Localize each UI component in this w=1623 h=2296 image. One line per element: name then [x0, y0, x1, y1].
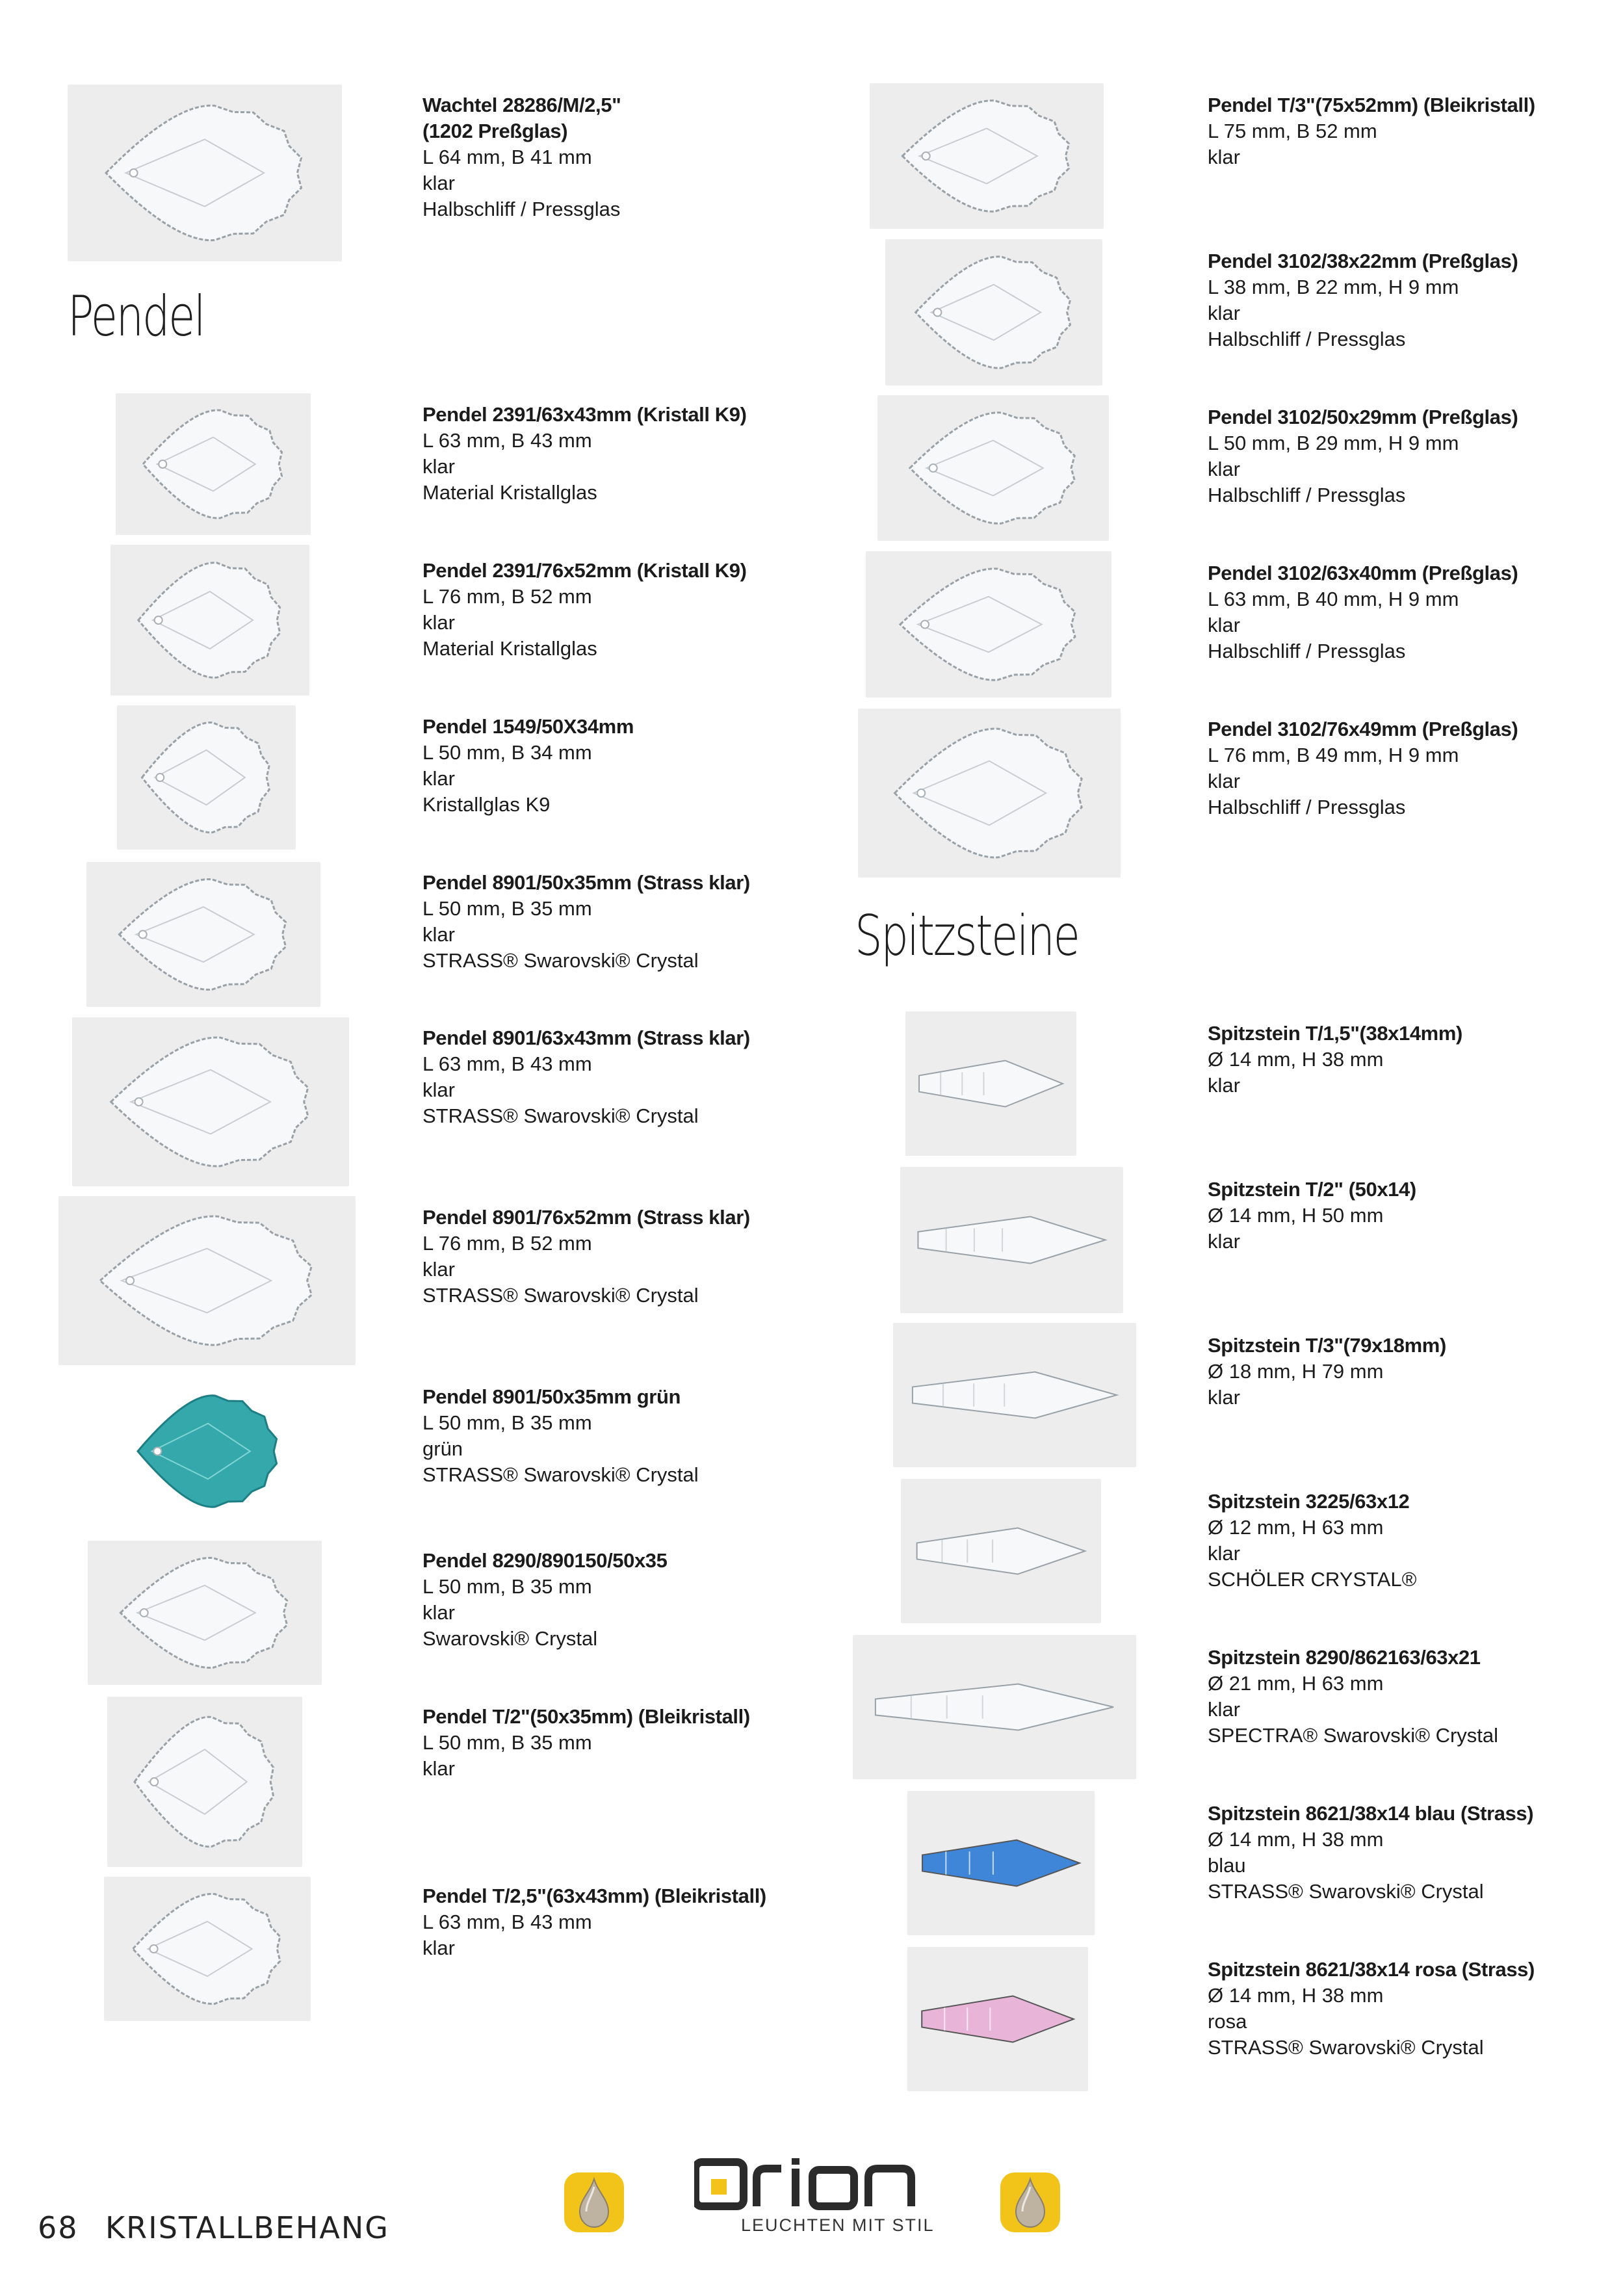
product-dimensions: L 50 mm, B 35 mm	[422, 897, 592, 920]
product-material: STRASS® Swarovski® Crystal	[422, 949, 699, 972]
section-title: KRISTALLBEHANG	[105, 2210, 389, 2245]
product-color: rosa	[1208, 2010, 1247, 2033]
product-description	[1208, 248, 1518, 352]
product-title: Pendel 2391/76x52mm (Kristall K9)	[422, 559, 747, 582]
product-title: Pendel 1549/50X34mm	[422, 715, 634, 738]
product-dimensions: L 50 mm, B 35 mm	[422, 1575, 592, 1598]
page-number: 68	[38, 2210, 79, 2245]
product-image	[110, 1378, 305, 1524]
product-title: Pendel T/2"(50x35mm) (Bleikristall)	[422, 1705, 750, 1728]
product-description	[1208, 1801, 1533, 1905]
product-dimensions: Ø 14 mm, H 38 mm	[1208, 1048, 1384, 1071]
product-title: Pendel 3102/76x49mm (Preßglas)	[1208, 718, 1518, 740]
product-color: klar	[422, 611, 455, 634]
product-title: Spitzstein 8621/38x14 blau (Strass)	[1208, 1802, 1534, 1825]
product-title: Pendel 3102/38x22mm (Preßglas)	[1208, 250, 1518, 272]
product-image	[901, 1479, 1101, 1623]
product-material: Material Kristallglas	[422, 481, 597, 504]
product-image	[877, 395, 1109, 541]
product-dimensions: Ø 12 mm, H 63 mm	[1208, 1516, 1384, 1539]
product-image	[86, 862, 320, 1007]
product-image	[900, 1167, 1123, 1313]
brand-name	[694, 2158, 695, 2159]
brand-logo	[694, 2158, 935, 2243]
brand-slogan: LEUCHTEN MIT STIL	[741, 2215, 935, 2235]
product-title: Pendel 8901/50x35mm grün	[422, 1385, 681, 1408]
product-description	[1208, 560, 1518, 664]
product-title: Spitzstein T/1,5"(38x14mm)	[1208, 1022, 1462, 1045]
product-color: klar	[1208, 458, 1240, 480]
product-material: SPECTRA® Swarovski® Crystal	[1208, 1724, 1499, 1747]
product-color: klar	[422, 1258, 455, 1281]
product-color: klar	[422, 767, 455, 790]
product-material: Halbschliff / Pressglas	[1208, 484, 1406, 506]
product-material: Halbschliff / Pressglas	[1208, 640, 1406, 662]
product-description	[422, 558, 747, 662]
product-color: klar	[1208, 770, 1240, 792]
product-title: Wachtel 28286/M/2,5"	[422, 94, 621, 116]
product-dimensions: L 50 mm, B 35 mm	[422, 1731, 592, 1754]
product-title: Spitzstein T/3"(79x18mm)	[1208, 1334, 1446, 1357]
product-title: Spitzstein 8290/862163/63x21	[1208, 1646, 1481, 1669]
product-image	[107, 1697, 302, 1867]
product-color: klar	[422, 172, 455, 194]
product-description	[422, 1883, 766, 1961]
product-description	[422, 92, 621, 222]
product-material: STRASS® Swarovski® Crystal	[1208, 1880, 1484, 1903]
product-material: STRASS® Swarovski® Crystal	[422, 1104, 699, 1127]
product-description	[422, 1704, 750, 1782]
product-description	[1208, 92, 1535, 170]
product-image	[870, 83, 1104, 229]
orion-logo-icon	[694, 2158, 928, 2210]
product-image	[866, 551, 1111, 698]
product-image	[117, 705, 296, 850]
product-dimensions: L 63 mm, B 40 mm, H 9 mm	[1208, 588, 1459, 610]
product-material: Swarovski® Crystal	[422, 1627, 598, 1650]
product-description	[1208, 1489, 1416, 1593]
product-title: Pendel 3102/50x29mm (Preßglas)	[1208, 406, 1518, 428]
product-color: klar	[422, 1937, 455, 1959]
product-dimensions: Ø 21 mm, H 63 mm	[1208, 1672, 1384, 1695]
product-material: Halbschliff / Pressglas	[1208, 796, 1406, 818]
product-dimensions: L 75 mm, B 52 mm	[1208, 120, 1377, 142]
product-dimensions: L 50 mm, B 35 mm	[422, 1411, 592, 1434]
product-title: Pendel T/3"(75x52mm) (Bleikristall)	[1208, 94, 1535, 116]
product-image	[907, 1947, 1088, 2091]
product-description	[422, 870, 750, 974]
product-dimensions: L 63 mm, B 43 mm	[422, 1052, 592, 1075]
product-description	[422, 1384, 699, 1488]
product-color: klar	[1208, 146, 1240, 168]
product-material: STRASS® Swarovski® Crystal	[422, 1284, 699, 1307]
product-dimensions: Ø 14 mm, H 50 mm	[1208, 1204, 1384, 1227]
product-image	[110, 545, 309, 696]
product-title: Pendel 3102/63x40mm (Preßglas)	[1208, 562, 1518, 584]
product-description	[422, 1548, 668, 1652]
product-dimensions: L 76 mm, B 52 mm	[422, 1232, 592, 1255]
product-color: klar	[1208, 614, 1240, 636]
product-color: klar	[422, 923, 455, 946]
product-dimensions: L 64 mm, B 41 mm	[422, 146, 592, 168]
product-material: STRASS® Swarovski® Crystal	[422, 1463, 699, 1486]
product-dimensions: Ø 18 mm, H 79 mm	[1208, 1360, 1384, 1383]
product-color: klar	[1208, 1698, 1240, 1721]
product-description	[1208, 1177, 1416, 1255]
heading-spitzsteine: Spitzsteine	[855, 904, 1079, 969]
product-dimensions: L 63 mm, B 43 mm	[422, 1911, 592, 1933]
product-description	[422, 714, 634, 818]
product-material: Halbschliff / Pressglas	[1208, 328, 1406, 350]
product-description	[422, 1205, 750, 1309]
product-material: Halbschliff / Pressglas	[422, 198, 621, 220]
product-dimensions: L 76 mm, B 49 mm, H 9 mm	[1208, 744, 1459, 766]
product-image	[58, 1196, 356, 1365]
product-image	[907, 1791, 1095, 1935]
product-image	[853, 1635, 1136, 1779]
product-description	[422, 1025, 750, 1129]
product-color: blau	[1208, 1854, 1246, 1877]
product-dimensions: L 63 mm, B 43 mm	[422, 429, 592, 452]
product-dimensions: L 50 mm, B 34 mm	[422, 741, 592, 764]
product-description	[1208, 1645, 1498, 1749]
product-image	[72, 1017, 349, 1186]
product-material: Material Kristallglas	[422, 637, 597, 660]
product-dimensions: Ø 14 mm, H 38 mm	[1208, 1828, 1384, 1851]
product-dimensions: L 38 mm, B 22 mm, H 9 mm	[1208, 276, 1459, 298]
product-color: klar	[422, 1078, 455, 1101]
product-description	[1208, 404, 1518, 508]
product-color: klar	[1208, 1386, 1240, 1409]
product-description	[1208, 1333, 1446, 1411]
product-title: Pendel 8901/50x35mm (Strass klar)	[422, 871, 750, 894]
product-color: klar	[1208, 302, 1240, 324]
product-color: klar	[422, 455, 455, 478]
product-description	[1208, 1957, 1535, 2061]
product-color: klar	[1208, 1230, 1240, 1253]
product-material: Kristallglas K9	[422, 793, 551, 816]
product-description	[422, 402, 747, 506]
product-image	[893, 1323, 1136, 1467]
product-image	[88, 1541, 322, 1685]
product-dimensions: L 50 mm, B 29 mm, H 9 mm	[1208, 432, 1459, 454]
product-title: Spitzstein 8621/38x14 rosa (Strass)	[1208, 1958, 1535, 1981]
product-title: Pendel 8901/63x43mm (Strass klar)	[422, 1026, 750, 1049]
product-image	[68, 85, 342, 261]
product-image	[905, 1011, 1076, 1156]
product-image	[116, 393, 311, 535]
product-title-line2: (1202 Preßglas)	[422, 120, 568, 142]
drop-logo-icon	[562, 2170, 627, 2235]
product-title: Spitzstein T/2" (50x14)	[1208, 1178, 1416, 1201]
product-color: klar	[1208, 1542, 1240, 1565]
product-dimensions: L 76 mm, B 52 mm	[422, 585, 592, 608]
product-image	[104, 1877, 311, 2021]
product-material: STRASS® Swarovski® Crystal	[1208, 2036, 1484, 2059]
product-color: klar	[1208, 1074, 1240, 1097]
product-title: Pendel 2391/63x43mm (Kristall K9)	[422, 403, 747, 426]
heading-pendel: Pendel	[68, 284, 205, 349]
product-title: Pendel T/2,5"(63x43mm) (Bleikristall)	[422, 1885, 766, 1907]
product-title: Pendel 8290/890150/50x35	[422, 1549, 668, 1572]
product-title: Spitzstein 3225/63x12	[1208, 1490, 1410, 1513]
product-description	[1208, 716, 1518, 820]
product-dimensions: Ø 14 mm, H 38 mm	[1208, 1984, 1384, 2007]
product-color: klar	[422, 1601, 455, 1624]
product-title: Pendel 8901/76x52mm (Strass klar)	[422, 1206, 750, 1229]
product-image	[858, 709, 1121, 878]
product-image	[885, 239, 1102, 385]
product-material: SCHÖLER CRYSTAL®	[1208, 1568, 1417, 1591]
drop-logo-icon	[998, 2170, 1063, 2235]
product-color: klar	[422, 1757, 455, 1780]
product-description	[1208, 1021, 1462, 1099]
product-color: grün	[422, 1437, 463, 1460]
